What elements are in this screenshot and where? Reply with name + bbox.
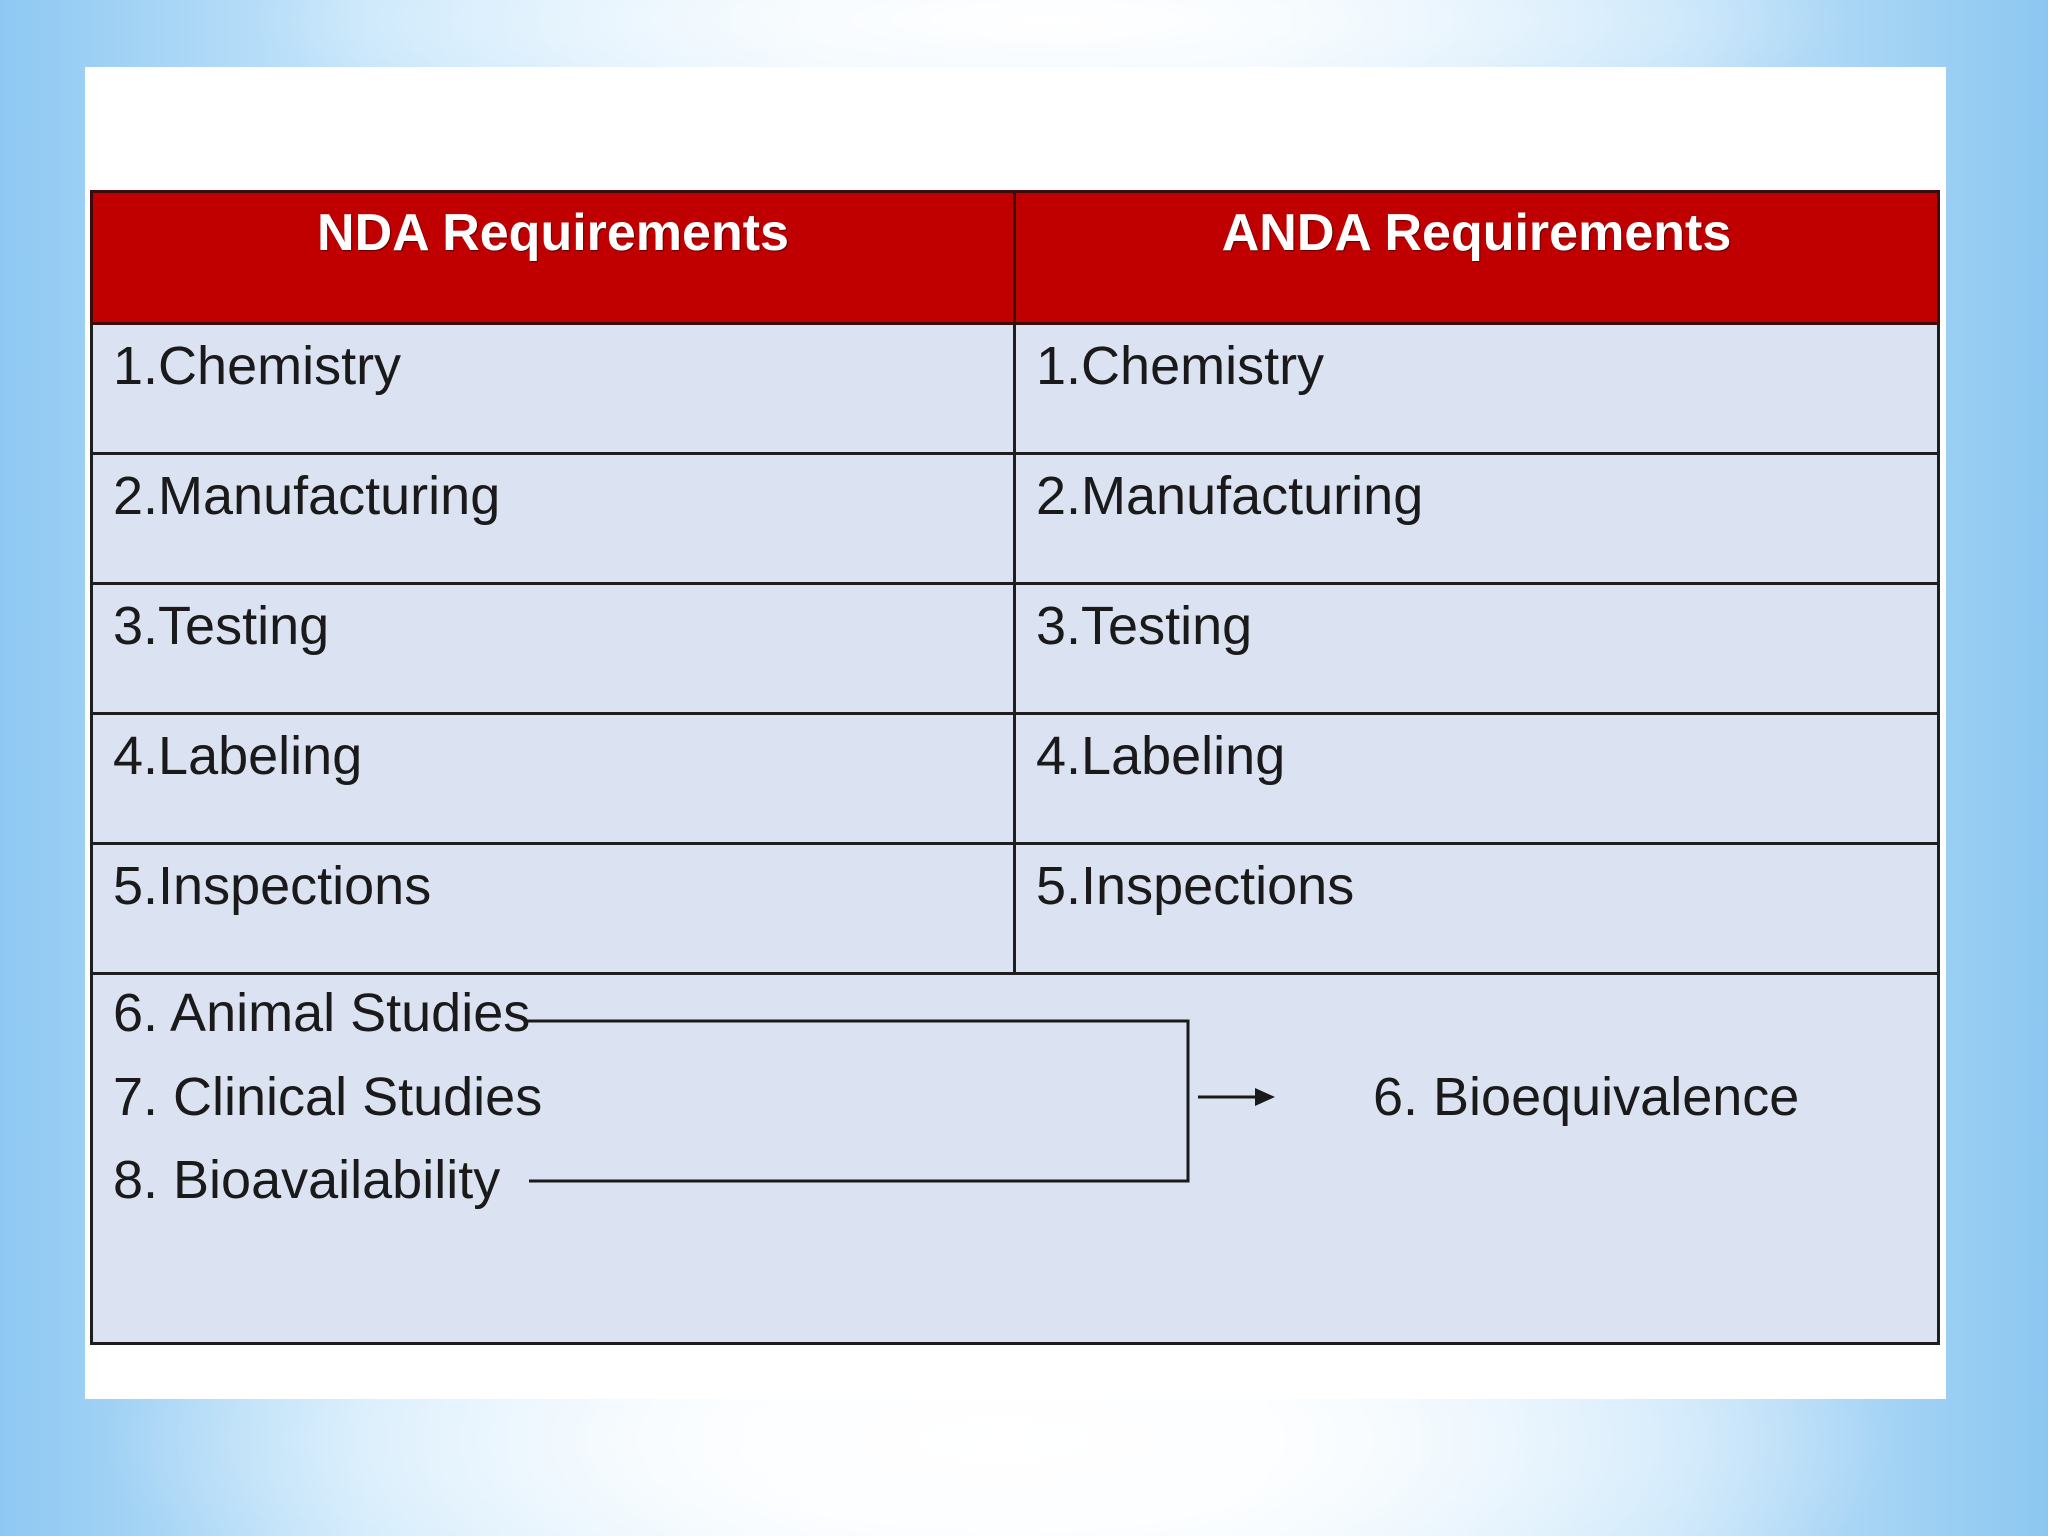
right-arrow-icon bbox=[1198, 1088, 1275, 1106]
nda-cell: 3.Testing bbox=[92, 584, 1015, 714]
bioequivalence-label: 6. Bioequivalence bbox=[1373, 1067, 1800, 1127]
anda-cell: 3.Testing bbox=[1015, 584, 1939, 714]
anda-cell: 4.Labeling bbox=[1015, 714, 1939, 844]
anda-header: ANDA Requirements bbox=[1015, 192, 1939, 324]
clinical-studies-label: 7. Clinical Studies bbox=[113, 1067, 543, 1127]
anda-cell: 1.Chemistry bbox=[1015, 324, 1939, 454]
bracket-connector bbox=[93, 975, 1940, 1342]
nda-header: NDA Requirements bbox=[92, 192, 1015, 324]
comparison-row bbox=[92, 974, 1939, 1344]
table-row bbox=[92, 714, 1939, 844]
requirements-table bbox=[90, 190, 1940, 1345]
anda-cell: 2.Manufacturing bbox=[1015, 454, 1939, 584]
nda-cell: 4.Labeling bbox=[92, 714, 1015, 844]
nda-cell: 2.Manufacturing bbox=[92, 454, 1015, 584]
header-row bbox=[92, 192, 1939, 324]
nda-cell: 5.Inspections bbox=[92, 844, 1015, 974]
table-row bbox=[92, 324, 1939, 454]
nda-cell: 1.Chemistry bbox=[92, 324, 1015, 454]
anda-cell: 5.Inspections bbox=[1015, 844, 1939, 974]
slide bbox=[85, 67, 1946, 1399]
studies-comparison bbox=[93, 975, 1937, 1342]
merged-cell bbox=[92, 974, 1939, 1344]
animal-studies-label: 6. Animal Studies bbox=[113, 983, 531, 1043]
table-row bbox=[92, 584, 1939, 714]
bioavailability-label: 8. Bioavailability bbox=[113, 1150, 501, 1210]
table-row bbox=[92, 844, 1939, 974]
table-row bbox=[92, 454, 1939, 584]
